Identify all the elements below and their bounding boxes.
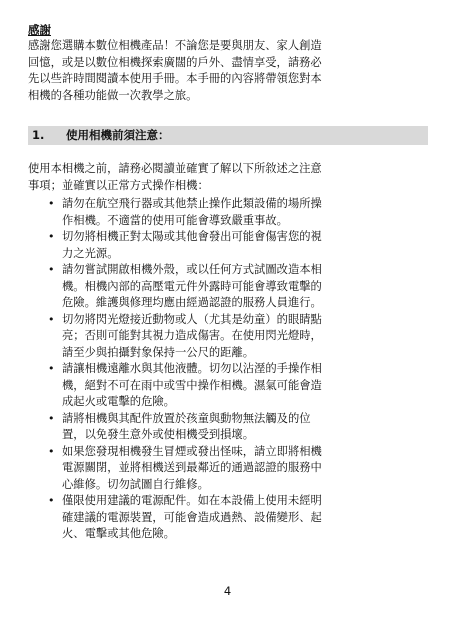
bullet-line: 成起火或電擊的危險。 (62, 395, 175, 408)
thanks-line: 相機的各種功能做一次教學之旅。 (28, 88, 198, 102)
bullet-line: 請勿在航空飛行器或其他禁止操作此類設備的場所操 (62, 197, 322, 210)
section-number: 1. (32, 128, 45, 142)
bullet-line: 亮；否則可能對其視力造成傷害。在使用閃光燈時， (62, 329, 322, 342)
bullet-icon: • (48, 411, 55, 425)
bullet-line: 電源關閉，並將相機送到最鄰近的通過認證的服務中 (62, 461, 322, 474)
thanks-line: 回憶，或是以數位相機探索廣闊的戶外、盡情享受，請務必 (28, 55, 322, 69)
bullet-line: 切勿將相機正對太陽或其他會發出可能會傷害您的視 (62, 230, 322, 243)
list-item (48, 444, 428, 494)
bullet-icon: • (48, 197, 55, 210)
precautions-list (28, 196, 428, 543)
bullet-line: 置，以免發生意外或使相機受到損壞。 (62, 428, 255, 441)
bullet-line: 請至少與拍攝對象保持一公尺的距離。 (62, 345, 255, 359)
bullet-line: 請勿嘗試開啟相機外殼，或以任何方式試圖改造本相 (62, 263, 322, 276)
intro-line: 事項；並確實以正常方式操作相機： (28, 178, 209, 192)
list-item (48, 493, 428, 543)
bullet-line: 作相機。不適當的使用可能會導致嚴重事故。 (62, 213, 288, 227)
thanks-line: 先以些許時間閱讀本使用手冊。本手冊的內容將帶領您對本 (28, 72, 322, 85)
bullet-line: 僅限使用建議的電源配件。如在本設備上使用未經明 (62, 494, 322, 507)
bullet-line: 請讓相機遠離水與其他液體。切勿以沾溼的手操作相 (62, 362, 322, 375)
list-item (48, 229, 428, 262)
bullet-line: 火、電擊或其他危險。 (62, 527, 175, 540)
bullet-icon: • (48, 230, 55, 243)
bullet-icon: • (48, 362, 55, 375)
list-item (48, 262, 428, 312)
bullet-line: 力之光源。 (62, 246, 119, 260)
list-item (48, 312, 428, 362)
bullet-icon: • (48, 312, 55, 326)
page-number: 4 (223, 584, 232, 598)
bullet-line: 請將相機與其配件放置於孩童與動物無法觸及的位 (62, 411, 311, 425)
bullet-icon: • (48, 263, 55, 276)
bullet-line: 危險。維護與修理均應由經過認證的服務人員進行。 (62, 296, 322, 309)
thanks-line: 感謝您選購本數位相機產品！不論您是要與朋友、家人創造 (28, 39, 322, 52)
bullet-icon: • (48, 494, 55, 507)
intro-paragraph (28, 161, 428, 194)
section-title: 使用相機前須注意： (66, 128, 170, 142)
thanks-paragraph (28, 38, 428, 104)
thanks-heading: 感謝 (28, 23, 51, 37)
bullet-line: 如果您發現相機發生冒煙或發出怪味，請立即將相機 (62, 444, 322, 458)
bullet-line: 機。相機內部的高壓電元件外露時可能會導致電擊的 (62, 279, 322, 293)
list-item (48, 361, 428, 411)
list-item (48, 411, 428, 444)
manual-page (28, 22, 428, 543)
list-item (48, 196, 428, 229)
section-heading (28, 126, 428, 145)
bullet-line: 機，絕對不可在雨中或雪中操作相機。濕氣可能會造 (62, 378, 322, 392)
bullet-line: 確建議的電源裝置，可能會造成過熱、設備變形、起 (62, 510, 322, 524)
bullet-line: 切勿將閃光燈接近動物或人（尤其是幼童）的眼睛點 (62, 312, 322, 326)
bullet-line: 心維修。切勿試圖自行維修。 (62, 477, 209, 491)
bullet-icon: • (48, 444, 55, 458)
intro-line: 使用本相機之前，請務必閱讀並確實了解以下所敘述之注意 (28, 162, 322, 175)
